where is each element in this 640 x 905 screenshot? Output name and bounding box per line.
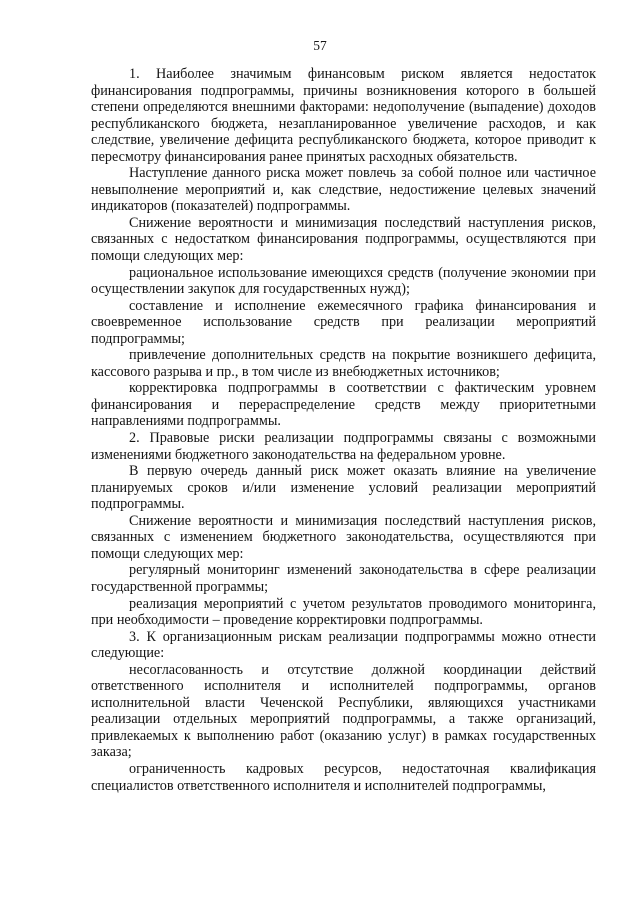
paragraph-risk-consequence: Наступление данного риска может повлечь за собой полное или частичное невыполнение мероприятий и, как следствие, недостижение целевых значений индикаторов (показателей) подпрограммы.: [91, 165, 596, 215]
paragraph-additional-funds: привлечение дополнительных средств на покрытие возникшего дефицита, кассового разрыва и пр., в том числе из внебюджетных источников;: [91, 347, 596, 380]
paragraph-regular-monitoring: регулярный мониторинг изменений законодательства в сфере реализации государственной программы;: [91, 562, 596, 595]
paragraph-legal-mitigation-intro: Снижение вероятности и минимизация последствий наступления рисков, связанных с изменением бюджетного законодательства, осуществляются при помощи следующих мер:: [91, 512, 596, 562]
paragraph-monthly-schedule: составление и исполнение ежемесячного графика финансирования и своевременное использование средств при реализации мероприятий подпрограммы;: [91, 297, 596, 347]
paragraph-financial-mitigation-intro: Снижение вероятности и минимизация последствий наступления рисков, связанных с недостатком финансирования подпрограммы, осуществляются при помощи следующих мер:: [91, 214, 596, 265]
paragraph-legal-risk: 2. Правовые риски реализации подпрограммы связаны с возможными изменениями бюджетного законодательства на федеральном уровне.: [91, 430, 596, 463]
paragraph-financial-risk: 1. Наиболее значимым финансовым риском является недостаток финансирования подпрограммы, причины возникновения которого в большей степени определяются внешними факторами: недополучение (выпадение) доходов республиканского бюджета, незапланированное увеличение расходов, и как следствие, увеличение дефицита республиканского бюджета, которое приводит к пересмотру финансирования ранее принятых расходных обязательств.: [91, 66, 596, 165]
paragraph-coordination-risk: несогласованность и отсутствие должной координации действий ответственного исполнителя и исполнителей подпрограммы, органов исполнительной власти Чеченской Республики, являющихся участниками реализации отдельных мероприятий подпрограммы, а также организаций, привлекаемых к выполнению работ (оказанию услуг) в рамках государственных заказа;: [91, 661, 596, 761]
page-number: 57: [313, 38, 327, 53]
paragraph-legal-risk-impact: В первую очередь данный риск может оказать влияние на увеличение планируемых сроков и/или изменение условий реализации мероприятий подпрограммы.: [91, 463, 596, 513]
paragraph-rational-use: рациональное использование имеющихся средств (получение экономии при осуществлении закупок для государственных нужд);: [91, 264, 596, 298]
paragraph-organizational-risk: 3. К организационным рискам реализации подпрограммы можно отнести следующие:: [91, 628, 596, 662]
paragraph-monitoring-implementation: реализация мероприятий с учетом результатов проводимого мониторинга, при необходимости – проведение корректировки подпрограммы.: [91, 595, 596, 629]
document-body: [91, 66, 596, 794]
paragraph-staff-limitations: ограниченность кадровых ресурсов, недостаточная квалификация специалистов ответственного исполнителя и исполнителей подпрограммы,: [91, 760, 596, 794]
paragraph-adjustment: корректировка подпрограммы в соответствии с фактическим уровнем финансирования и перераспределение средств между приоритетными направлениями подпрограммы.: [91, 380, 596, 430]
